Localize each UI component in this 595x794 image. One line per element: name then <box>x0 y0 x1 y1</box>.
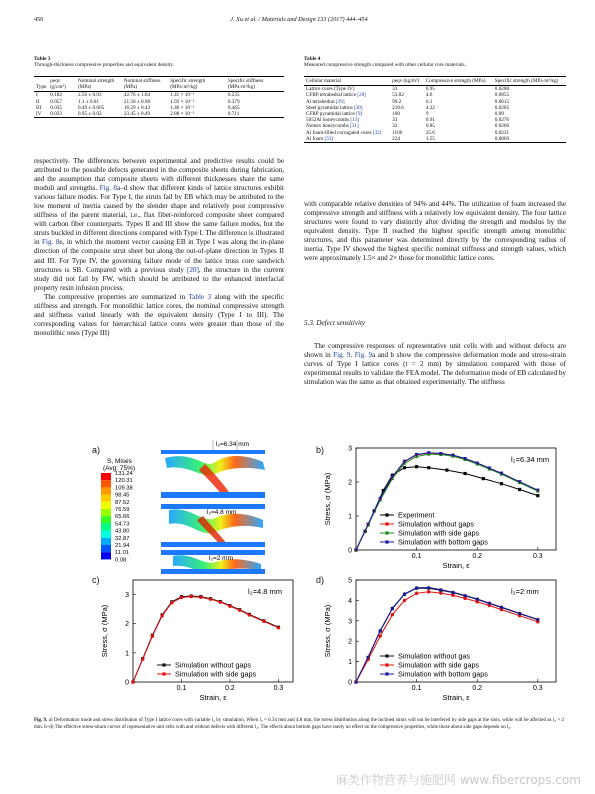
table-row <box>34 92 284 99</box>
table-cell: 0.09 <box>494 111 504 118</box>
legend-label: Simulation with bottom gaps <box>398 537 488 547</box>
legend-value: 54.73 <box>115 521 130 528</box>
material-name: 5052Al honeycombs <box>306 117 351 124</box>
x-tick-label: 0.2 <box>472 553 483 560</box>
reference-link[interactable]: Fig. 9 <box>354 351 373 360</box>
legend-value: 131.24 <box>115 471 133 477</box>
data-point <box>403 466 406 469</box>
legend-value: 87.52 <box>115 499 130 506</box>
table-header-cell: Compressive strength (MPa) <box>425 78 486 84</box>
text-run: . <box>350 351 355 360</box>
table-header-cell: Nominal strength (MPa) <box>77 78 115 91</box>
legend-color-swatch <box>101 531 111 538</box>
x-axis-label: Strain, ε <box>199 693 227 702</box>
y-tick-label: 5 <box>348 577 352 585</box>
table-cell: 0.235 <box>227 92 240 99</box>
table-cell: 9 <box>425 111 429 118</box>
table-cell: 0.182 <box>50 92 62 99</box>
legend-label: Simulation with side gaps <box>398 660 480 670</box>
table-cell: 4.32 <box>425 104 435 111</box>
figure-caption-text: a) Deformation mode and stress distribution of Type I lattice cores with variable l₂ by simulation. When l₂ = 6.34 mm and 4.8 mm, the stress distribution along the inclined struts will not be interfered by side gaps at the slots, while will be affected as l₂ = 2 mm. b–d) The effective stress-strain curves of representative unit cells with and without defects with different l₂. The effects about bottom gaps have rarely no effect on the compressive properties, while those about side gaps depends on l₂. <box>34 718 565 730</box>
data-point <box>189 595 192 598</box>
table-cell: 0.0231 <box>494 129 510 136</box>
table-row <box>304 136 566 143</box>
text-run: a–d show that different kinds of lattice structures exhibit various failure modes. For Type I, the struts fail by EB which may be attributed to the low moment of inertia caused by the slender shape and relatively poor compressive stiffness of the parent material, i.e., flax fiber-reinforced composite sheet compared with carbon fiber counterparts. Types II and III show the same failure modes, but the struts buckled in different directions compared with Type I. The difference is illustrated in <box>34 184 284 247</box>
data-point <box>463 472 466 475</box>
legend-value: 65.66 <box>115 514 130 521</box>
legend-color-swatch <box>101 523 111 530</box>
table3 <box>34 76 284 118</box>
table-cell: II <box>36 98 40 105</box>
x-tick-label: 0.1 <box>176 685 187 692</box>
table-cell: 1.41 × 10⁻² <box>170 92 195 99</box>
table-cell: 0.95 ± 0.02 <box>77 111 102 118</box>
material-name: Steel pyramidal lattice <box>306 104 354 111</box>
reference-link[interactable]: [33] <box>324 135 334 142</box>
text-run: along with the specific stiffness and strength. For monolithic lattice cores, the nominal compressive strength and stiffness varied linearly with the equivalent density (Type I to III). The corresponding values for hierarchical lattice cores were greater than those of the monolithic ones (Type III) <box>34 292 284 337</box>
figure-caption: Fig. 9. a) Deformation mode and stress distribution of Type I lattice cores with variable l₂ by simulation. When l₂ = 6.34 mm and 4.8 mm, the stress distribution along the inclined struts will not be interfered by side gaps at the slots, while will be affected as l₂ = 2 mm. b–d) The effective stress-strain curves of representative unit cells with and without defects with different l₂. The effects about bottom gaps have rarely no effect on the compressive properties, while those about side gaps depends on l₂. <box>34 718 565 730</box>
text-run: e, in which the moment vector causing EB in Type I was along the in-plane direction of the composite strut sheet but along the out-of-plane direction in Types II and III. For Type IV, the governing failure mode of the lattice truss core sandwich structures is SB. Compared with a previous study <box>34 238 284 274</box>
table-header-cell: Nominal stiffness (MPa) <box>123 78 161 91</box>
data-point <box>248 613 251 616</box>
table-header-cell: Type <box>36 84 47 91</box>
reference-link[interactable]: [9] <box>356 111 363 118</box>
legend-color-swatch <box>101 502 111 509</box>
table-cell: 1.93 × 10⁻² <box>170 98 195 105</box>
data-point <box>415 465 418 468</box>
right-column-2 <box>304 342 566 387</box>
data-point <box>277 626 280 629</box>
table-cell: 99.2 <box>392 98 402 105</box>
reference-link[interactable]: [31] <box>350 123 359 130</box>
section-heading: 5.3. Defect sensitivity <box>304 319 366 327</box>
table-cell: 1.55 <box>425 135 435 142</box>
data-point <box>379 634 382 637</box>
legend-value: 21.94 <box>115 543 130 549</box>
legend-marker <box>162 672 165 675</box>
fea-model-2 <box>161 504 265 547</box>
left-paragraph-2 <box>34 293 284 338</box>
reference-link[interactable]: [29] <box>335 98 345 105</box>
data-point <box>500 482 503 485</box>
left-paragraph-1 <box>34 157 284 293</box>
text-run: with comparable relative densities of 94% and 44%. The utilization of foam increased the compressive strength and stiffness with a relatively low equivalent density. The four lattice structures were found to vary distinctly after dividing the strength and modulus by the equivalent density. Type II reached the highest specific strength among monolithic structures, and this parameter was determined directly by the corresponding radius of inertia. Type IV showed the highest specific nominal stiffness and strength values, which were approximately 1.5× and 2× those for monolithic lattice cores. <box>304 200 566 263</box>
table3-caption: Through-thickness compressive properties and equivalent density. <box>34 62 174 69</box>
table-cell: 100 <box>392 111 400 118</box>
legend-value: 109.38 <box>115 485 133 492</box>
table-cell: 0.95 <box>425 86 435 93</box>
table-cell: 21.58 ± 0.98 <box>123 98 151 105</box>
table-cell: 0.49 ± 0.005 <box>77 104 105 111</box>
y-axis-label: Stress, σ (MPa) <box>323 604 332 658</box>
legend-marker <box>162 663 165 666</box>
table-cell: 0.0069 <box>494 135 510 142</box>
table3-caption-block <box>34 56 284 69</box>
table4-title: Table 4 <box>304 56 321 62</box>
table-cell: 25.6 <box>425 129 435 136</box>
model-2-label: l₂=4.8 mm <box>207 509 237 516</box>
legend-label: Simulation without gas <box>398 651 470 661</box>
data-point <box>199 595 202 598</box>
reference-link[interactable]: [30] <box>353 104 363 111</box>
legend-color-swatch <box>101 545 111 552</box>
table-cell: 32 <box>392 123 398 130</box>
material-name: Al tetrahedral <box>306 98 336 105</box>
table-header-cell: Specific strength (MPa·m³/kg) <box>170 78 206 91</box>
data-point <box>131 680 134 683</box>
l2-annotation: l₂=6.34 mm <box>511 455 550 464</box>
y-tick-label: 0 <box>348 679 352 687</box>
legend-marker <box>385 663 388 666</box>
table-cell: 1.40 × 10⁻² <box>170 104 195 111</box>
reference-link[interactable]: [13] <box>350 117 360 124</box>
table-row <box>304 86 566 93</box>
x-tick-label: 0.2 <box>472 685 483 692</box>
legend-value: 32.87 <box>115 535 130 542</box>
data-point <box>219 600 222 603</box>
y-tick-label: 3 <box>125 592 129 600</box>
table-cell: 1106 <box>392 129 403 136</box>
legend-marker <box>385 531 388 534</box>
left-column <box>34 157 284 338</box>
table-header-cell: Cellular material <box>306 78 342 84</box>
reference-link[interactable]: Table 3 <box>188 292 212 301</box>
table-cell: 0.465 <box>227 104 240 111</box>
table-header-cell: Specific strength (MPa·m³/kg) <box>494 78 559 84</box>
watermark: 麻类作物营养与施肥网 www.fibercrops.com <box>335 773 581 787</box>
x-tick-label: 0.1 <box>411 685 422 692</box>
y-tick-label: 4 <box>348 597 352 605</box>
legend-color-swatch <box>101 473 111 480</box>
x-tick-label: 0.3 <box>273 685 284 692</box>
material-name: Al foam <box>306 135 325 142</box>
legend-color-swatch <box>101 552 111 559</box>
table-cell: III <box>36 104 42 111</box>
legend-label: Simulation with side gaps <box>175 669 257 679</box>
table-header-cell: ρeqv (kg/m³) <box>392 78 420 84</box>
right-paragraph-1 <box>304 200 566 263</box>
data-point <box>439 591 442 594</box>
data-point <box>170 601 173 604</box>
y-tick-label: 3 <box>348 618 352 626</box>
y-tick-label: 0 <box>348 547 352 555</box>
legend-color-swatch <box>101 495 111 502</box>
data-point <box>160 614 163 617</box>
table-cell: 33 <box>392 117 398 124</box>
y-tick-label: 1 <box>125 650 129 658</box>
stress-legend <box>101 471 134 563</box>
table-cell: 0.0288 <box>494 86 510 93</box>
table-cell: 0.035 <box>50 104 62 111</box>
table-cell: 2.56 ± 0.03 <box>77 92 102 99</box>
legend-color-swatch <box>101 509 111 516</box>
l2-annotation: l₂=2 mm <box>511 587 539 596</box>
text-run: a and b show the compressive deformation mode and stress-strain curves of Type I lattice cores (t = 2 mm) by simulation compared with those of experimental results to validate the FEA model. The deformation mode of EB calculated by simulation was the same as that obtained experimentally. The stiffness <box>304 351 567 387</box>
legend-value: 76.59 <box>115 507 130 513</box>
panel-label-d: d) <box>316 575 325 585</box>
table-cell: 0.85 <box>425 123 435 130</box>
table-cell: 0.91 <box>425 117 435 124</box>
legend-marker <box>385 513 388 516</box>
legend-value: 98.45 <box>115 492 130 499</box>
table-cell: 0.033 <box>50 111 62 118</box>
l2-annotation: l₂=4.8 mm <box>248 587 282 596</box>
data-point <box>141 658 144 661</box>
material-name: Lattice cores (Type IV) <box>306 86 355 93</box>
text-run: The compressive responses of representative unit cells with and without defects are shown in <box>304 342 566 360</box>
x-tick-label: 0.2 <box>225 685 235 692</box>
fea-panel <box>95 440 305 575</box>
data-point <box>228 605 231 608</box>
table-cell <box>304 136 390 143</box>
legend-label: Simulation without gaps <box>175 660 251 670</box>
table-cell: 53.82 <box>392 92 404 99</box>
y-tick-label: 0 <box>125 679 129 687</box>
fea-title-2: (Avg: 75%) <box>103 465 136 472</box>
reference-link[interactable]: Fig. 8 <box>42 238 60 247</box>
model-3-label: l₂=2 mm <box>209 555 234 562</box>
table-cell: I <box>36 92 38 99</box>
table-cell: 0.0205 <box>494 104 510 111</box>
table-cell: IV <box>36 111 42 118</box>
material-name: CFRP pyramidal lattice <box>306 111 357 118</box>
data-point <box>262 620 265 623</box>
chart-panel-c <box>95 572 305 704</box>
journal-reference: J. Xu et al. / Materials and Design 133 (2017) 444–454 <box>230 16 368 23</box>
material-name: Al foam-filled corrugated cores <box>306 129 373 136</box>
fea-model-3 <box>161 550 265 574</box>
legend-color-swatch <box>101 516 111 523</box>
table4 <box>304 76 566 143</box>
table-cell: 16.29 ± 0.43 <box>123 104 151 111</box>
x-tick-label: 0.3 <box>532 685 543 692</box>
table-cell: 6.1 <box>425 98 433 105</box>
panel-label-c: c) <box>92 575 100 585</box>
legend-marker <box>385 672 388 675</box>
table4-caption-block <box>304 56 566 69</box>
material-name: CFRP tetrahedral lattice <box>306 92 358 99</box>
y-tick-label: 1 <box>348 659 352 667</box>
data-point <box>391 613 394 616</box>
panel-label-b: b) <box>316 445 325 455</box>
legend-label: Experiment <box>398 510 435 520</box>
table3-title: Table 3 <box>34 56 51 62</box>
data-point <box>151 635 154 638</box>
table-cell: 1.1 ± 0.01 <box>77 98 99 105</box>
data-point <box>180 596 183 599</box>
y-tick-label: 3 <box>348 445 352 453</box>
table-cell <box>304 86 390 93</box>
data-point <box>445 469 448 472</box>
data-point <box>427 590 430 593</box>
y-tick-label: 2 <box>125 621 129 629</box>
legend-marker <box>385 654 388 657</box>
legend-value: 43.80 <box>115 528 130 535</box>
panel-label-a: a) <box>92 445 101 455</box>
chart-panel-d <box>318 572 568 704</box>
data-point <box>463 597 466 600</box>
legend-label: Simulation without gaps <box>398 519 474 529</box>
table-cell: 2.88 × 10⁻² <box>170 111 195 118</box>
y-axis-label: Stress, σ (MPa) <box>323 472 332 526</box>
data-point <box>482 477 485 480</box>
right-column <box>304 200 566 263</box>
table-cell: 224 <box>392 135 400 142</box>
table-row <box>34 111 284 118</box>
data-point <box>415 592 418 595</box>
y-tick-label: 2 <box>348 479 352 487</box>
table-header-cell: Specific stiffness (MPa·m³/kg) <box>227 78 264 91</box>
table-cell: 210.6 <box>392 104 404 111</box>
table-cell: 4.6 <box>425 92 433 99</box>
table-cell: 0.0276 <box>494 117 510 124</box>
x-tick-label: 0.3 <box>532 553 543 560</box>
table-cell: 0.0855 <box>494 92 510 99</box>
table-cell: 0.379 <box>227 98 240 105</box>
legend-label: Simulation with bottom gaps <box>398 669 488 679</box>
reference-link[interactable]: Fig. 9 <box>333 351 351 360</box>
legend-color-swatch <box>101 538 111 545</box>
table-cell: 0.057 <box>50 98 62 105</box>
text-run: , the structure in the current study did not fail by FW, which should be attributed to the enhanced interfacial property resin infusion process. <box>34 265 284 292</box>
right-paragraph-2 <box>304 342 566 387</box>
legend-value: 0.08 <box>115 557 127 564</box>
y-tick-label: 2 <box>348 638 352 646</box>
reference-link[interactable]: [32] <box>372 129 382 136</box>
x-tick-label: 0.1 <box>411 553 422 560</box>
data-point <box>476 600 479 603</box>
table-cell: 42.76 ± 1.64 <box>123 92 151 99</box>
data-point <box>427 466 430 469</box>
page-number: 450 <box>34 16 44 23</box>
table4-caption: Measured compressive strength compared with other cellular core materials. <box>304 62 466 69</box>
table-cell: 0.711 <box>227 111 240 118</box>
data-point <box>536 494 539 497</box>
table-cell: 0.0615 <box>494 98 510 105</box>
data-point <box>403 599 406 602</box>
model-1-label: l₂=6.34 mm <box>216 441 250 448</box>
fea-title-1: S, Mises <box>107 458 132 465</box>
data-point <box>209 598 212 601</box>
reference-link[interactable]: Fig. 8 <box>99 184 117 193</box>
x-axis-label: Strain, ε <box>442 693 470 702</box>
x-axis-label: Strain, ε <box>442 561 470 570</box>
legend-color-swatch <box>101 487 111 494</box>
data-point <box>518 488 521 491</box>
table-cell: 23.45 ± 0.49 <box>123 111 151 118</box>
table-cell: 0.0266 <box>494 123 510 130</box>
legend-label: Simulation with side gaps <box>398 528 480 538</box>
fea-model-1 <box>161 440 265 498</box>
chart-panel-b <box>318 440 568 572</box>
table-header-cell: ρeqv (g/cm³) <box>50 78 66 91</box>
material-name: Nomex honeycombs <box>306 123 351 130</box>
legend-marker <box>385 540 388 543</box>
table-cell: 33 <box>392 86 398 93</box>
reference-link[interactable]: [28] <box>357 92 366 99</box>
legend-color-swatch <box>101 480 111 487</box>
legend-marker <box>385 522 388 525</box>
y-tick-label: 1 <box>348 513 352 521</box>
y-axis-label: Stress, σ (MPa) <box>100 604 109 658</box>
data-point <box>451 594 454 597</box>
text-run: respectively. The differences between experimental and predictive results could be attributed to the possible defects generated in the composite sheets during fabrication, and the assumption that composite sheets with different thicknesses share the same moduli and strengths. <box>34 157 284 193</box>
text-run: The compressive properties are summarized in <box>44 292 189 301</box>
legend-value: 120.31 <box>115 478 133 485</box>
legend-value: 11.01 <box>115 550 130 557</box>
reference-link[interactable]: [20] <box>186 265 199 274</box>
data-point <box>238 609 241 612</box>
